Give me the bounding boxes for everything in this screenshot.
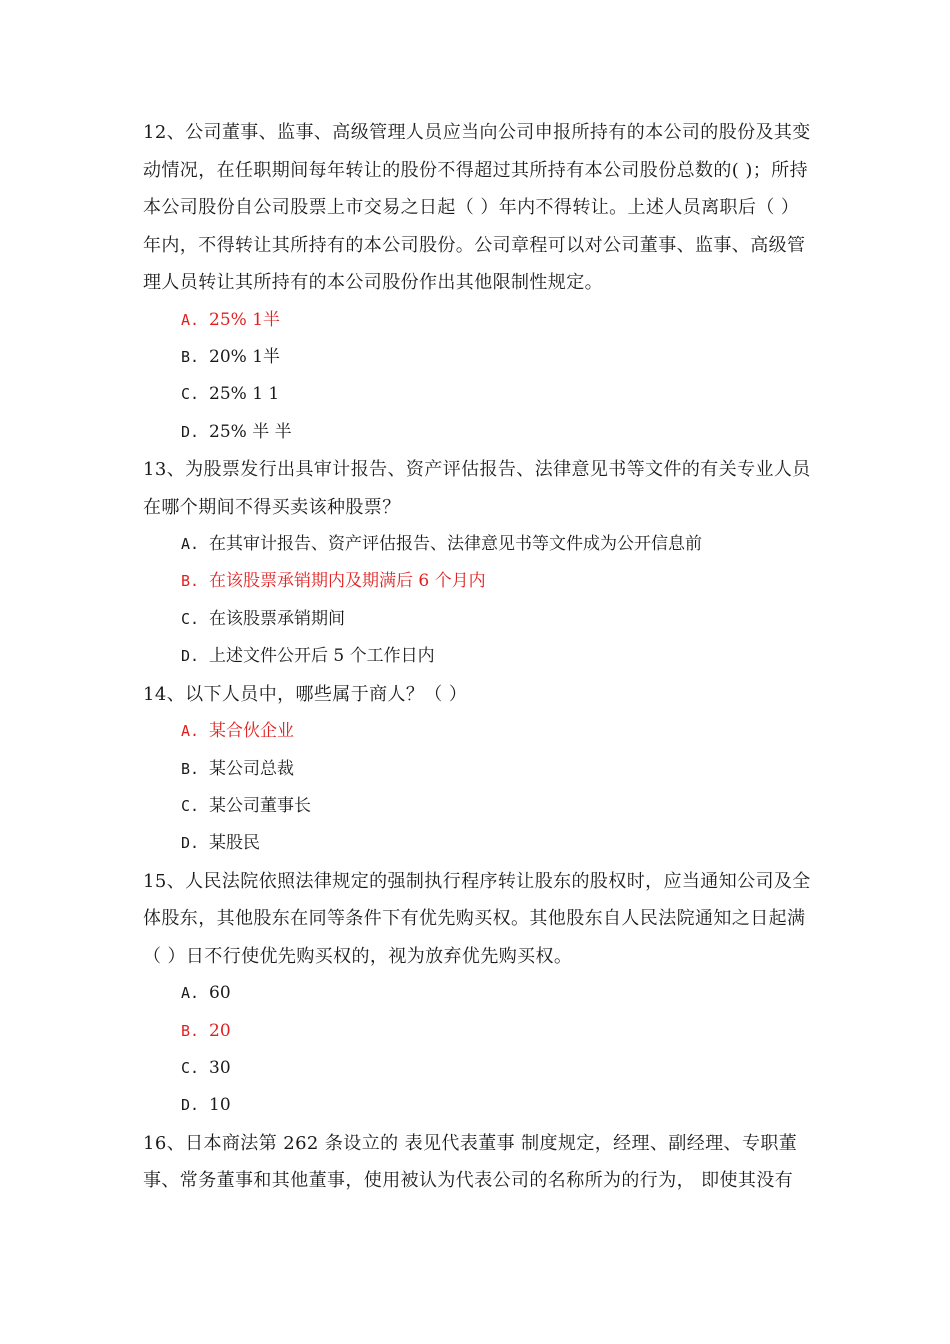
option-text: 某公司董事长 [209,795,311,816]
option-text: 在其审计报告、资产评估报告、法律意见书等文件成为公开信息前 [209,534,702,555]
option-text: 10 [209,1095,231,1116]
option-text: 25% 1半 [209,309,281,330]
option-text: 某合伙企业 [209,721,294,742]
question-text: 12、公司董事、监事、高级管理人员应当向公司申报所持有的本公司的股份及其变动情况，在任职期间每年转让的股份不得超过其所持有本公司股份总数的( )；所持本公司股份自公司股票上市交易之日起（ ）年内不得转让。上述人员离职后（ ）年内，不得转让其所持有的本公司股份。公司章程可以对公司董事、监事、高级管理人员转让其所持有的本公司股份作出其他限制性规定。 [143,122,811,293]
question-text: 14、以下人员中，哪些属于商人？（ ） [143,683,468,705]
option-letter: C. [181,385,200,404]
option-text: 在该股票承销期间 [209,608,345,629]
option-c [181,601,950,638]
option-text: 在该股票承销期内及期满后 6 个月内 [209,571,486,592]
option-d [181,638,950,675]
option-c [181,376,950,413]
option-text: 上述文件公开后 5 个工作日内 [209,646,435,667]
option-a-correct [181,302,950,339]
option-letter: C. [181,796,200,815]
question-14 [0,676,950,863]
option-letter: A. [181,310,200,329]
option-b [181,339,950,376]
question-15 [0,863,950,1125]
question-text: 13、为股票发行出具审计报告、资产评估报告、法律意见书等文件的有关专业人员在哪个期间不得买卖该种股票？ [143,459,811,518]
option-letter: C. [181,1058,200,1077]
option-text: 30 [209,1057,231,1078]
option-letter: C. [181,609,200,628]
option-d [181,825,950,862]
option-text: 某股民 [209,833,260,854]
option-letter: D. [181,422,200,441]
option-letter: B. [181,759,200,778]
option-list [0,302,950,452]
question-12 [0,114,950,451]
question-text: 15、人民法院依照法律规定的强制执行程序转让股东的股权时，应当通知公司及全体股东，其他股东在同等条件下有优先购买权。其他股东自人民法院通知之日起满（ ）日不行使优先购买权的，视为放弃优先购买权。 [143,870,811,967]
question-16 [0,1125,950,1200]
option-text: 25% 1 1 [209,384,280,405]
option-letter: B. [181,1021,200,1040]
question-13 [0,451,950,676]
option-letter: B. [181,572,200,591]
option-c [181,788,950,825]
option-text: 20 [209,1020,231,1041]
option-letter: A. [181,535,200,554]
option-text: 60 [209,983,231,1004]
option-letter: D. [181,834,200,853]
option-text: 25% 半 半 [209,421,292,442]
top-margin [0,0,950,114]
option-a [181,975,950,1012]
option-b [181,751,950,788]
option-d [181,1087,950,1124]
option-list [0,713,950,863]
option-text: 某公司总裁 [209,758,294,779]
option-a-correct [181,713,950,750]
option-d [181,414,950,451]
option-c [181,1050,950,1087]
option-list [0,526,950,676]
option-letter: D. [181,647,200,666]
option-letter: A. [181,722,200,741]
option-letter: D. [181,1096,200,1115]
option-b-correct [181,1013,950,1050]
option-b-correct [181,563,950,600]
option-text: 20% 1半 [209,346,281,367]
option-letter: B. [181,347,200,366]
option-letter: A. [181,984,200,1003]
question-text: 16、日本商法第 262 条设立的 表见代表董事 制度规定，经理、副经理、专职董事、常务董事和其他董事，使用被认为代表公司的名称所为的行为， 即使其没有 [143,1132,798,1192]
option-a [181,526,950,563]
option-list [0,975,950,1125]
